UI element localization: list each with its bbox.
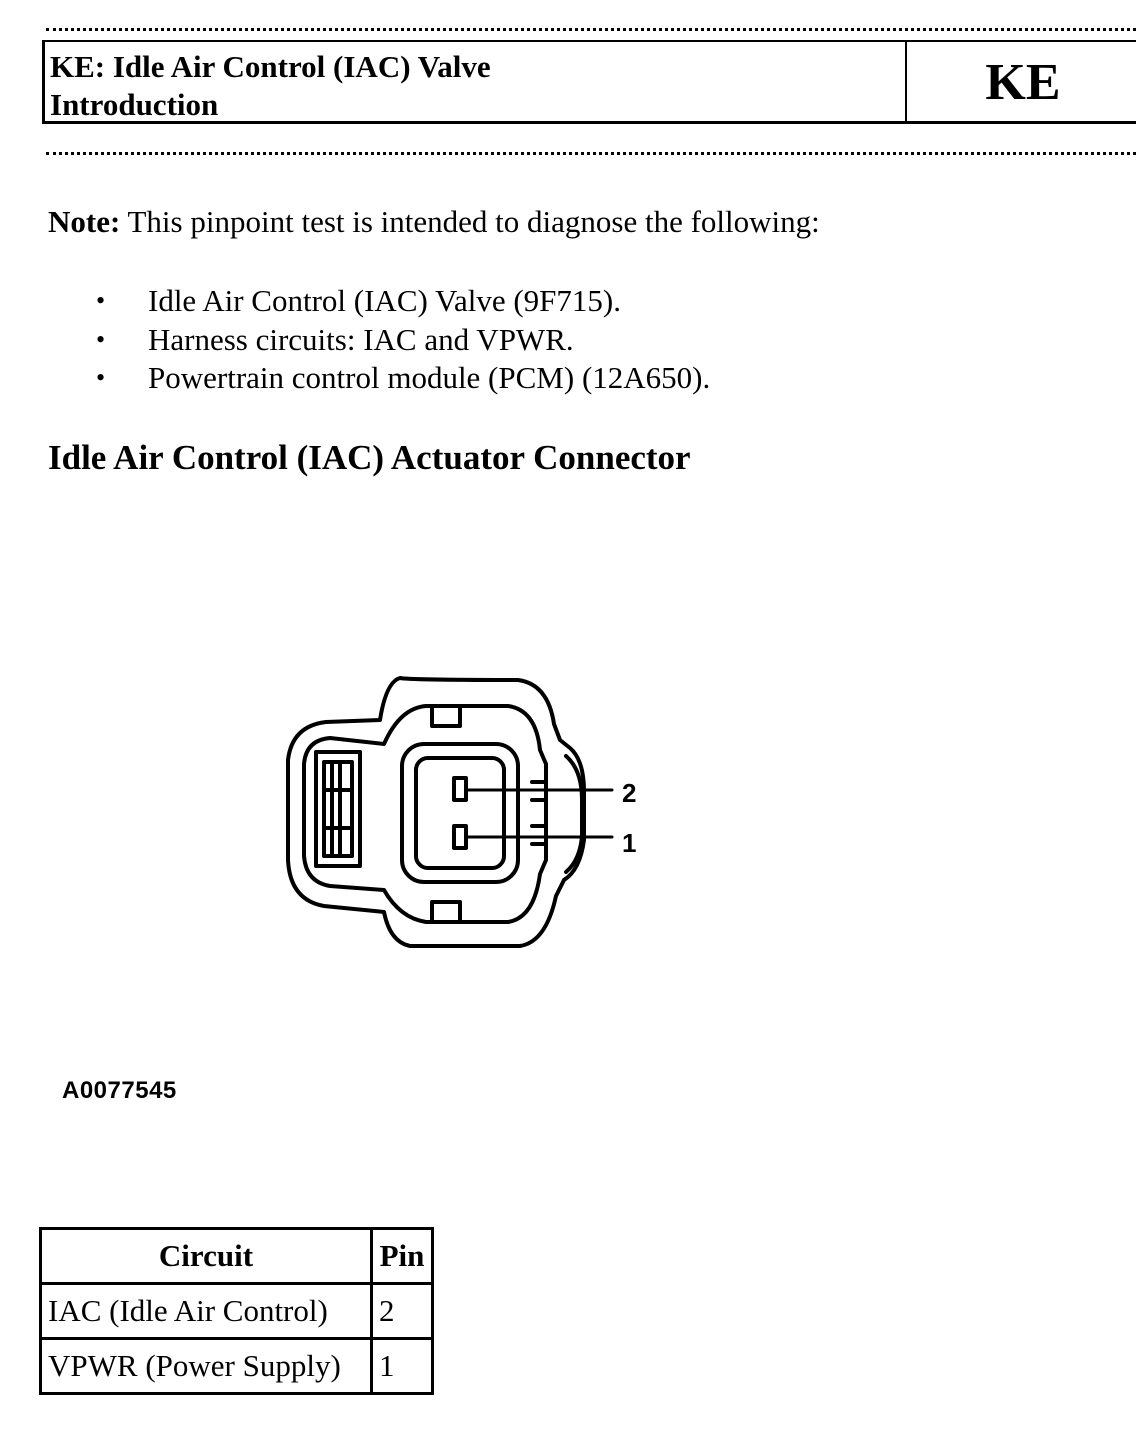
pin-1-terminal <box>454 826 466 848</box>
section-heading: Idle Air Control (IAC) Actuator Connector <box>48 438 691 477</box>
connector-side-ridge <box>566 756 582 872</box>
table-header-row <box>41 1229 433 1284</box>
connector-diagram <box>270 660 690 970</box>
page-header <box>42 40 1136 124</box>
section-code: KE <box>985 53 1061 111</box>
page-title-line-2: Introduction <box>50 87 219 122</box>
pin-2-terminal <box>454 778 466 800</box>
pin-2-label: 2 <box>622 778 637 808</box>
top-dotted-rule <box>46 28 1136 31</box>
header-bottom-dotted-rule <box>46 152 1136 155</box>
table-cell-circuit: IAC (Idle Air Control) <box>41 1284 372 1339</box>
connector-receptacle-inner <box>416 758 504 868</box>
connector-key-bottom <box>432 902 460 922</box>
list-item: • Harness circuits: IAC and VPWR. <box>48 321 710 360</box>
table-row <box>41 1284 433 1339</box>
list-item: • Idle Air Control (IAC) Valve (9F715). <box>48 282 710 321</box>
table-cell-pin: 2 <box>372 1284 433 1339</box>
connector-key-top <box>432 706 460 726</box>
note-label: Note: <box>48 204 121 239</box>
circuit-pin-table <box>39 1227 434 1395</box>
figure-id: A0077545 <box>62 1077 177 1104</box>
diagnosis-list <box>48 282 710 398</box>
page-title-line-1: KE: Idle Air Control (IAC) Valve <box>50 49 491 84</box>
list-item: • Powertrain control module (PCM) (12A650). <box>48 359 710 398</box>
note-paragraph <box>48 202 820 242</box>
pin-1-label: 1 <box>622 828 637 858</box>
table-cell-circuit: VPWR (Power Supply) <box>41 1339 372 1394</box>
table-cell-pin: 1 <box>372 1339 433 1394</box>
column-header-circuit: Circuit <box>41 1229 372 1284</box>
table-row <box>41 1339 433 1394</box>
column-header-pin: Pin <box>372 1229 433 1284</box>
page-title <box>50 48 900 124</box>
note-text: This pinpoint test is intended to diagnose the following: <box>127 204 820 239</box>
